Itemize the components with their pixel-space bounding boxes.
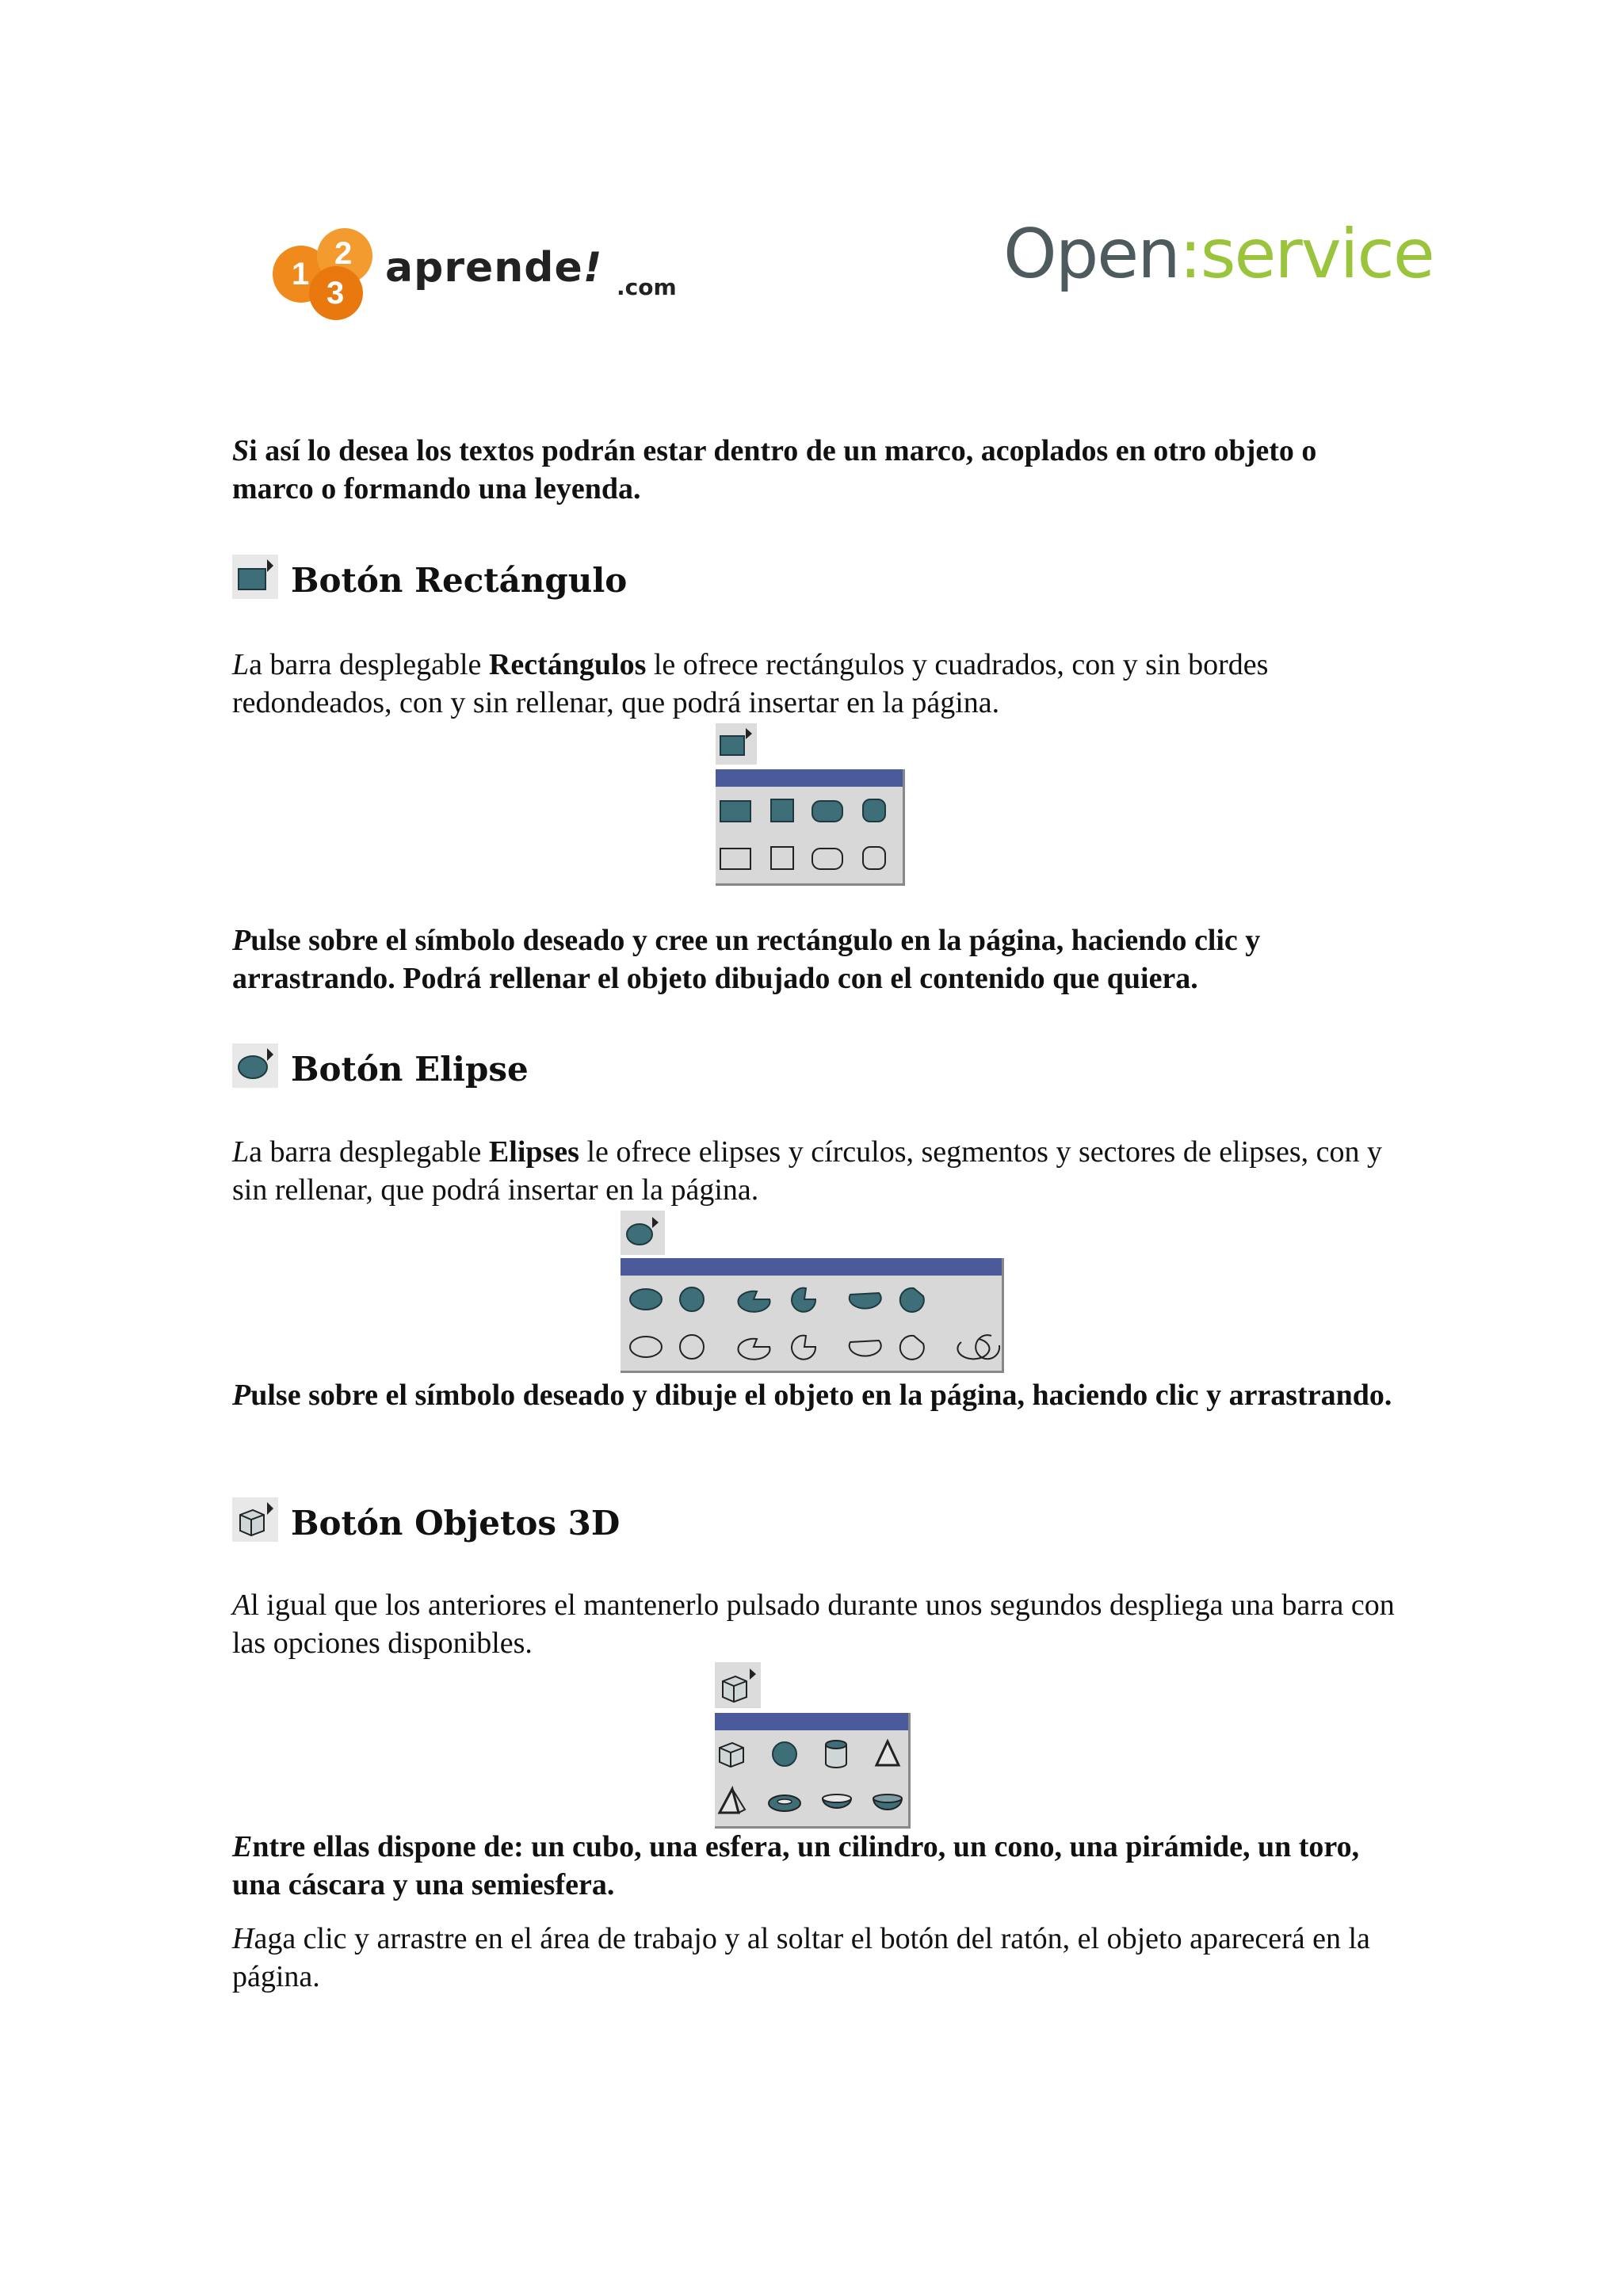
- 3d-objects-tool-icon: [232, 1497, 278, 1542]
- logo-word-text: aprende: [385, 244, 583, 292]
- torus-icon[interactable]: [769, 1795, 800, 1811]
- rectangle-tool-icon: [232, 555, 278, 599]
- circle-outline-icon[interactable]: [680, 1335, 704, 1359]
- section-rectangle-description: [232, 646, 1397, 722]
- palette-title-bar: [716, 769, 903, 787]
- section-title: Botón Rectángulo: [291, 561, 628, 600]
- desc-text-end: le ofrece elipses y círculos, segmentos y sectores de elipses, con y sin rellenar, que podrá insertar en la página.: [232, 1135, 1382, 1207]
- logo-open-text: Open: [1003, 215, 1179, 294]
- logo-suffix: .com: [617, 274, 677, 300]
- logo-colon: :: [1178, 215, 1201, 294]
- cone-icon[interactable]: [876, 1741, 899, 1765]
- desc-bold: Elipses: [488, 1135, 579, 1169]
- logo-word: aprende!: [385, 244, 603, 292]
- desc-bold: Rectángulos: [488, 648, 647, 681]
- filled-ellipse-sector-icon[interactable]: [738, 1291, 769, 1312]
- ellipse-outline-icon[interactable]: [630, 1337, 662, 1357]
- logo-digit-1: 1: [292, 257, 310, 292]
- desc-lead: L: [232, 1135, 250, 1169]
- palette-title-bar: [715, 1713, 908, 1730]
- filled-rounded-rectangle-icon[interactable]: [812, 801, 842, 822]
- openservice-logo: [1003, 215, 1434, 294]
- section-ellipse-note: [232, 1376, 1397, 1414]
- shell-icon[interactable]: [823, 1794, 851, 1808]
- desc-lead: L: [232, 648, 250, 681]
- filled-square-icon[interactable]: [771, 799, 793, 822]
- note-text: ntre ellas dispone de: un cubo, una esfera, un cilindro, un cono, una pirámide, un toro, una cáscara y una semiesfera.: [232, 1830, 1360, 1901]
- ellipse-tool-icon: [232, 1043, 278, 1088]
- cube-icon[interactable]: [720, 1743, 743, 1767]
- rectangle-palette-button-icon[interactable]: [716, 723, 757, 765]
- filled-ellipse-icon[interactable]: [630, 1289, 662, 1310]
- ellipse-sector-outline-icon[interactable]: [738, 1339, 769, 1360]
- pyramid-icon[interactable]: [720, 1789, 745, 1813]
- section-rectangle-note: [232, 921, 1397, 997]
- section-3d-description: [232, 1586, 1397, 1662]
- ellipse-arc-icon[interactable]: [957, 1339, 989, 1359]
- rectangle-outline-icon[interactable]: [720, 849, 750, 869]
- logo-service-text: service: [1200, 215, 1434, 294]
- rectangle-palette-body: [716, 769, 905, 886]
- note-lead: P: [232, 1379, 251, 1412]
- circle-segment-outline-icon[interactable]: [900, 1336, 924, 1360]
- filled-circle-segment-icon[interactable]: [900, 1288, 924, 1312]
- section-title: Botón Elipse: [291, 1050, 529, 1089]
- note-lead: P: [232, 924, 251, 957]
- ellipse-palette-body: [621, 1258, 1004, 1373]
- rounded-rectangle-outline-icon[interactable]: [812, 849, 842, 869]
- section-ellipse-description: [232, 1133, 1397, 1209]
- desc-text-end: le ofrece rectángulos y cuadrados, con y sin bordes redondeados, con y sin rellenar, que podrá insertar en la página.: [232, 648, 1269, 719]
- intro-lead: S: [232, 434, 250, 467]
- desc-text: a barra desplegable: [249, 1135, 489, 1169]
- note-text: ulse sobre el símbolo deseado y cree un rectángulo en la página, haciendo clic y arrastrando. Podrá rellenar el objeto dibujado con el contenido que quiera.: [232, 924, 1261, 995]
- rectangle-palette: [716, 723, 906, 886]
- section-3d-extra: [232, 1920, 1397, 1996]
- ellipse-palette: [621, 1211, 1004, 1373]
- cylinder-icon[interactable]: [826, 1741, 846, 1768]
- filled-rectangle-icon[interactable]: [720, 801, 750, 822]
- desc-text: a barra desplegable: [249, 648, 489, 681]
- filled-circle-icon[interactable]: [680, 1287, 704, 1311]
- circle-arc-icon[interactable]: [976, 1335, 999, 1359]
- filled-circle-sector-icon[interactable]: [792, 1288, 815, 1312]
- filled-ellipse-segment-icon[interactable]: [850, 1293, 881, 1309]
- logo-digit-3: 3: [327, 276, 345, 311]
- hemisphere-icon[interactable]: [873, 1794, 902, 1810]
- 3d-palette-button-icon[interactable]: [715, 1662, 761, 1708]
- logo-digit-2: 2: [334, 236, 353, 271]
- 3d-objects-palette: [715, 1662, 911, 1829]
- extra-lead: H: [232, 1922, 254, 1955]
- desc-lead: A: [232, 1589, 251, 1622]
- ellipse-palette-button-icon[interactable]: [621, 1211, 665, 1255]
- extra-text: aga clic y arrastre en el área de trabajo y al soltar el botón del ratón, el objeto aparecerá en la página.: [232, 1922, 1370, 1993]
- circle-sector-outline-icon[interactable]: [792, 1336, 815, 1360]
- desc-text: l igual que los anteriores el mantenerlo pulsado durante unos segundos despliega una barra con las opciones disponibles.: [232, 1589, 1395, 1660]
- rounded-square-outline-icon[interactable]: [863, 847, 885, 869]
- ellipse-segment-outline-icon[interactable]: [850, 1341, 881, 1356]
- aprende-logo: [268, 225, 680, 312]
- intro-text: i así lo desea los textos podrán estar dentro de un marco, acoplados en otro objeto o marco o formando una leyenda.: [232, 434, 1317, 505]
- note-lead: E: [232, 1830, 253, 1863]
- square-outline-icon[interactable]: [771, 847, 793, 869]
- note-text: ulse sobre el símbolo deseado y dibuje el objeto en la página, haciendo clic y arrastrando.: [250, 1379, 1392, 1412]
- section-title: Botón Objetos 3D: [291, 1504, 621, 1543]
- section-3d-note: [232, 1828, 1397, 1904]
- filled-rounded-square-icon[interactable]: [863, 799, 885, 822]
- intro-paragraph: [232, 432, 1397, 508]
- 3d-palette-body: [715, 1713, 911, 1829]
- sphere-icon[interactable]: [773, 1742, 796, 1766]
- palette-title-bar: [621, 1258, 1002, 1276]
